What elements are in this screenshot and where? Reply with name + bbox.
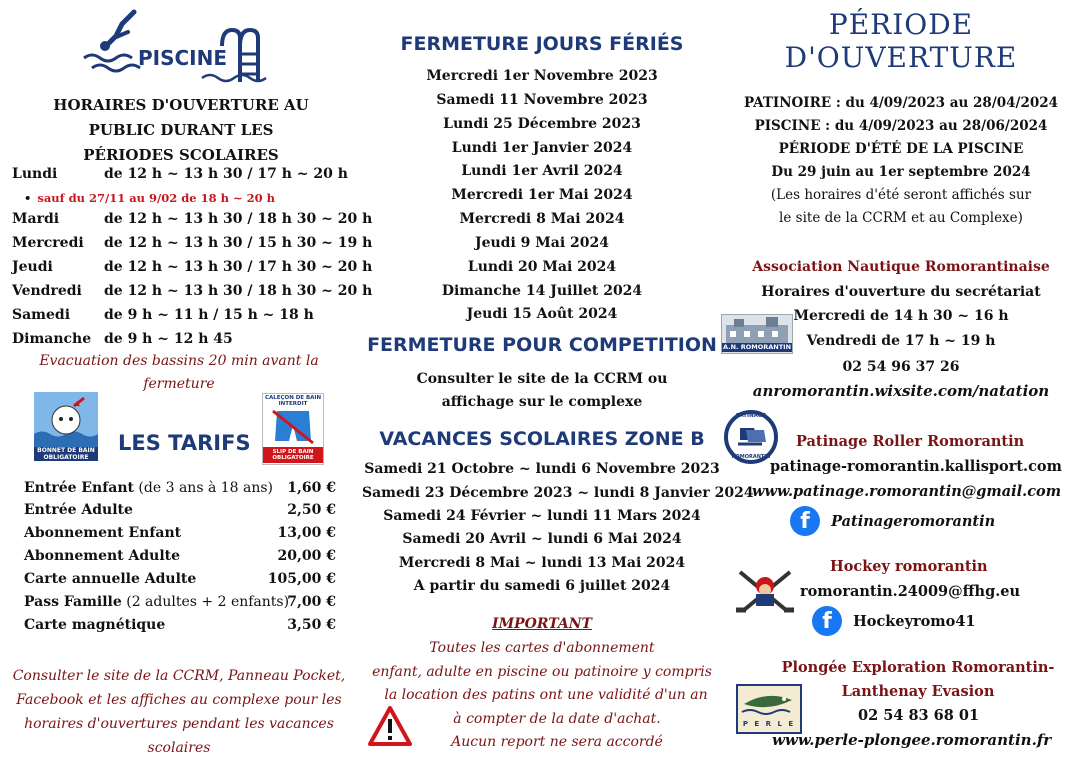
patinage-title: Patinage Roller Romorantin (796, 433, 1025, 450)
hockey-sticks-icon (734, 566, 796, 618)
feries-date: Mercredi 1er Mai 2024 (451, 187, 633, 203)
bullet-icon: • (24, 191, 32, 205)
horaires-row-lundi (12, 166, 348, 182)
horaires-title-line: PUBLIC DURANT LES (88, 121, 274, 139)
tarif-row (24, 571, 336, 587)
feries-title: FERMETURE JOURS FÉRIÉS (400, 33, 684, 55)
tarif-label: Entrée Adulte (24, 502, 133, 518)
bonnet-sign-label: BONNET DE BAIN OBLIGATOIRE (34, 447, 98, 461)
consulter-note (4, 664, 354, 760)
row-hours: de 12 h ~ 13 h 30 / 17 h 30 ~ 20 h (104, 259, 373, 275)
evacuation-line: fermeture (143, 376, 215, 392)
tarif-price: 13,00 € (277, 525, 336, 541)
association-title: Association Nautique Romorantinaise (752, 259, 1050, 275)
perle-logo (736, 684, 802, 734)
important-line: la location des patins ont une validité d'un an (384, 687, 708, 703)
row-hours: de 9 h ~ 12 h 45 (104, 331, 233, 347)
periode-title-line: PÉRIODE (828, 8, 974, 41)
row-day: Samedi (12, 307, 71, 323)
competition-line: Consulter le site de la CCRM ou (416, 371, 668, 387)
periode-note-2: le site de la CCRM et au Complexe) (779, 210, 1023, 226)
important-line: Toutes les cartes d'abonnement (429, 640, 655, 656)
row-day: Mercredi (12, 235, 84, 251)
diver-fish-icon (738, 686, 800, 720)
row-hours: de 9 h ~ 11 h / 15 h ~ 18 h (104, 307, 314, 323)
feries-date: Lundi 1er Janvier 2024 (451, 140, 633, 156)
row-hours: de 12 h ~ 13 h 30 / 18 h 30 ~ 20 h (104, 211, 373, 227)
tarifs-title: LES TARIFS (118, 431, 251, 455)
periode-ete-dates: Du 29 juin au 1er septembre 2024 (771, 164, 1031, 180)
swim-shorts-icon (263, 407, 323, 447)
horaires-title (20, 93, 342, 168)
perle-logo-label: P E R L E (742, 720, 796, 728)
periode-piscine: PISCINE : du 4/09/2023 au 28/06/2024 (754, 118, 1048, 134)
evacuation-line: Evacuation des bassins 20 min avant la (39, 353, 319, 369)
periode-title (726, 8, 1076, 74)
important-line: Aucun report ne sera accordé (451, 734, 663, 750)
tarif-note: (de 3 ans à 18 ans) (133, 480, 274, 496)
tarif-note: (2 adultes + 2 enfants) (121, 594, 290, 610)
piscine-logo-label: PISCINE (138, 46, 228, 70)
tarif-price: 7,00 € (287, 594, 336, 610)
association-website[interactable]: anromorantin.wixsite.com/natation (752, 382, 1050, 400)
consulter-line: scolaires (147, 740, 211, 756)
association-phone: 02 54 96 37 26 (842, 359, 960, 375)
feries-date: Mercredi 8 Mai 2024 (459, 211, 625, 227)
feries-date: Jeudi 15 Août 2024 (466, 306, 618, 322)
row-hours: de 12 h ~ 13 h 30 / 15 h 30 ~ 19 h (104, 235, 373, 251)
warning-icon (368, 706, 412, 746)
patinage-logo (724, 410, 778, 464)
horaires-row-dimanche (12, 331, 233, 347)
consulter-line: Consulter le site de la CCRM, Panneau Pocket, (12, 668, 346, 684)
horaires-row-mardi (12, 211, 373, 227)
patinage-website[interactable]: patinage-romorantin.kallisport.com (770, 458, 1062, 475)
feries-date: Dimanche 14 Juillet 2024 (441, 283, 643, 299)
consulter-line: horaires d'ouvertures pendant les vacances (24, 716, 334, 732)
important-title: IMPORTANT (492, 616, 592, 632)
periode-note-1: (Les horaires d'été seront affichés sur (770, 187, 1032, 203)
tarif-label: Abonnement Enfant (24, 525, 182, 541)
patinage-facebook[interactable] (790, 506, 995, 536)
swim-cap-icon (34, 392, 98, 448)
plongee-phone: 02 54 83 68 01 (858, 707, 980, 724)
feries-date: Lundi 1er Avril 2024 (461, 163, 623, 179)
association-subtitle: Horaires d'ouverture du secrétariat (761, 284, 1041, 300)
tarif-label: Pass Famille (24, 594, 122, 610)
row-day: Lundi (12, 166, 58, 182)
tarif-row (24, 480, 336, 496)
tarif-price: 1,60 € (287, 480, 336, 496)
hockey-facebook[interactable] (812, 606, 976, 636)
important-line: à compter de la date d'achat. (453, 710, 661, 727)
facebook-icon: f (812, 606, 842, 636)
row-hours: de 12 h ~ 13 h 30 / 18 h 30 ~ 20 h (104, 283, 373, 299)
plongee-title-line: Lanthenay Evasion (841, 683, 995, 700)
tarif-price: 20,00 € (277, 548, 336, 564)
vacances-line: A partir du samedi 6 juillet 2024 (413, 578, 671, 594)
tarif-price: 3,50 € (287, 617, 336, 633)
tarif-label: Carte magnétique (24, 617, 166, 633)
tarif-row (24, 594, 336, 610)
competition-line: affichage sur le complexe (441, 394, 643, 410)
calecon-sign-bottom-label: SLIP DE BAIN OBLIGATOIRE (263, 447, 323, 463)
periode-patinoire: PATINOIRE : du 4/09/2023 au 28/04/2024 (743, 95, 1059, 111)
hockey-email[interactable]: romorantin.24009@ffhg.eu (800, 583, 1021, 600)
tarif-row (24, 525, 336, 541)
row-hours: de 12 h ~ 13 h 30 / 17 h ~ 20 h (104, 166, 348, 182)
important-line: enfant, adulte en piscine ou patinoire y compris (372, 663, 712, 680)
tarif-price: 2,50 € (287, 502, 336, 518)
patinage-logo-bottom: ROMORANTIN (731, 454, 771, 460)
vacances-title: VACANCES SCOLAIRES ZONE B (379, 428, 705, 450)
feries-date: Jeudi 9 Mai 2024 (474, 235, 610, 251)
tarif-row (24, 502, 336, 518)
consulter-line: Facebook et les affiches au complexe pour les (16, 692, 342, 708)
hockey-facebook-label: Hockeyromo41 (853, 612, 976, 630)
hockey-title: Hockey romorantin (830, 558, 988, 575)
horaires-row-jeudi (12, 259, 373, 275)
tarif-label: Entrée Enfant (24, 480, 134, 496)
bonnet-sign (34, 392, 98, 460)
feries-date: Lundi 20 Mai 2024 (467, 259, 617, 275)
competition-title: FERMETURE POUR COMPETITION (367, 334, 717, 356)
row-day: Vendredi (12, 283, 82, 299)
horaires-title-line: PÉRIODES SCOLAIRES (83, 146, 279, 164)
exception-text: sauf du 27/11 au 9/02 de 18 h ~ 20 h (37, 191, 275, 205)
an-romorantin-logo-label: A.N. ROMORANTIN (722, 343, 792, 351)
patinage-facebook-label: Patinageromorantin (831, 512, 996, 530)
plongee-title-line: Plongée Exploration Romorantin- (781, 659, 1055, 676)
important-text (362, 637, 722, 755)
calecon-sign-top-label: CALEÇON DE BAIN INTERDIT (264, 395, 322, 407)
patinage-email[interactable]: www.patinage.romorantin@gmail.com (752, 483, 1062, 500)
tarif-row (24, 548, 336, 564)
feries-date: Samedi 11 Novembre 2023 (436, 92, 648, 108)
calecon-sign (262, 393, 324, 465)
patinage-logo-top: PATINAGE (735, 413, 767, 419)
periode-ete-title: PÉRIODE D'ÉTÉ DE LA PISCINE (778, 141, 1024, 157)
vacances-line: Mercredi 8 Mai ~ lundi 13 Mai 2024 (398, 555, 686, 571)
row-day: Mardi (12, 211, 60, 227)
tarif-price: 105,00 € (267, 571, 336, 587)
tarif-label: Abonnement Adulte (24, 548, 181, 564)
horaires-row-samedi (12, 307, 314, 323)
facebook-icon: f (790, 506, 820, 536)
association-hours-2: Vendredi de 17 h ~ 19 h (806, 333, 996, 349)
feries-date: Mercredi 1er Novembre 2023 (426, 68, 658, 84)
tarif-row (24, 617, 336, 633)
piscine-logo (82, 6, 272, 86)
plongee-website[interactable]: www.perle-plongee.romorantin.fr (772, 731, 1052, 749)
tarif-label: Carte annuelle Adulte (24, 571, 197, 587)
row-day: Jeudi (12, 259, 53, 275)
evacuation-note (20, 350, 338, 396)
feries-date: Lundi 25 Décembre 2023 (443, 116, 641, 132)
horaires-row-mercredi (12, 235, 373, 251)
plongee-title (760, 656, 1076, 704)
horaires-exception (24, 191, 275, 205)
vacances-line: Samedi 20 Avril ~ lundi 6 Mai 2024 (402, 531, 682, 547)
vacances-line: Samedi 23 Décembre 2023 ~ lundi 8 Janvier 2024 (362, 485, 754, 501)
horaires-row-vendredi (12, 283, 373, 299)
horaires-title-line: HORAIRES D'OUVERTURE AU (53, 96, 309, 114)
association-hours-1: Mercredi de 14 h 30 ~ 16 h (793, 308, 1009, 324)
vacances-line: Samedi 24 Février ~ lundi 11 Mars 2024 (383, 508, 701, 524)
vacances-line: Samedi 21 Octobre ~ lundi 6 Novembre 2023 (364, 461, 720, 477)
periode-title-line: D'OUVERTURE (784, 41, 1018, 74)
row-day: Dimanche (12, 331, 92, 347)
